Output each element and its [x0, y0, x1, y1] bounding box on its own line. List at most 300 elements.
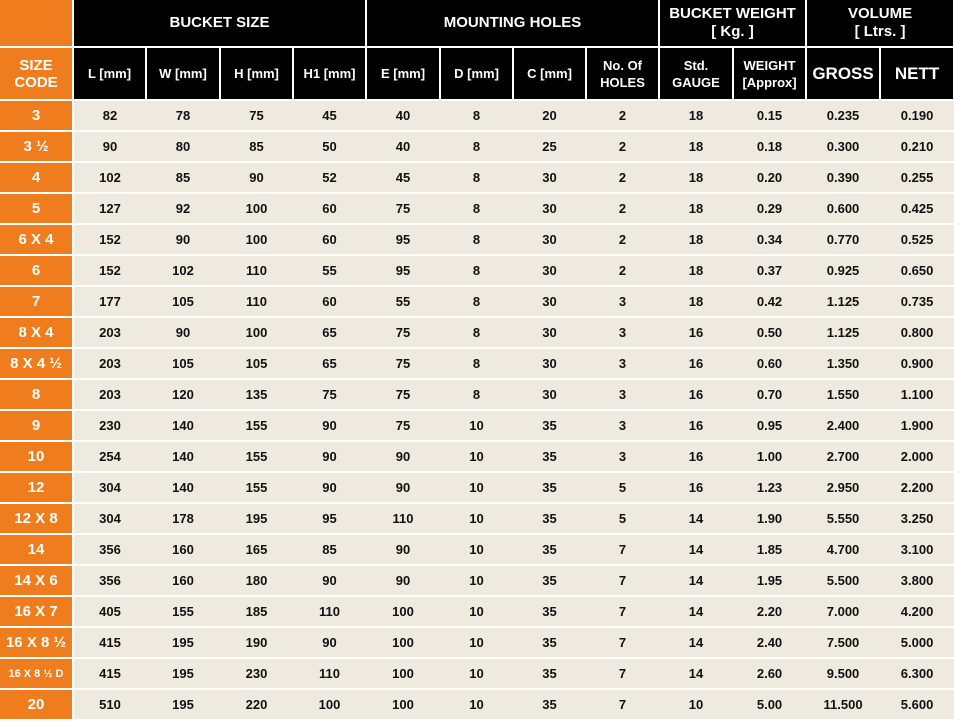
cell-holes: 3: [586, 317, 659, 348]
col-header-gauge: [659, 47, 733, 100]
cell-nett: 2.200: [880, 472, 954, 503]
cell-size-code: 14 X 6: [0, 565, 73, 596]
cell-c: 35: [513, 627, 586, 658]
col-header-e: E [mm]: [366, 47, 440, 100]
cell-d: 8: [440, 162, 513, 193]
cell-h1: 95: [293, 503, 366, 534]
cell-size-code: 8 X 4 ½: [0, 348, 73, 379]
cell-nett: 0.210: [880, 131, 954, 162]
cell-gross: 2.400: [806, 410, 880, 441]
cell-size-code: 5: [0, 193, 73, 224]
table-row: [0, 472, 954, 503]
cell-h1: 110: [293, 658, 366, 689]
cell-d: 10: [440, 658, 513, 689]
cell-holes: 2: [586, 131, 659, 162]
cell-size-code: 9: [0, 410, 73, 441]
cell-h: 90: [220, 162, 293, 193]
cell-nett: 0.735: [880, 286, 954, 317]
cell-gauge: 14: [659, 596, 733, 627]
cell-gauge: 18: [659, 224, 733, 255]
cell-h: 110: [220, 286, 293, 317]
cell-gauge: 16: [659, 317, 733, 348]
cell-c: 30: [513, 162, 586, 193]
cell-holes: 2: [586, 255, 659, 286]
cell-e: 45: [366, 162, 440, 193]
cell-nett: 1.900: [880, 410, 954, 441]
cell-e: 40: [366, 100, 440, 131]
col-header-h: H [mm]: [220, 47, 293, 100]
cell-h: 75: [220, 100, 293, 131]
cell-w: 102: [146, 255, 220, 286]
cell-gross: 0.235: [806, 100, 880, 131]
cell-weight: 0.60: [733, 348, 806, 379]
cell-h: 155: [220, 441, 293, 472]
cell-weight: 1.23: [733, 472, 806, 503]
cell-w: 80: [146, 131, 220, 162]
cell-e: 90: [366, 441, 440, 472]
size-code-header: [0, 47, 73, 100]
cell-c: 30: [513, 379, 586, 410]
table-row: [0, 255, 954, 286]
cell-l: 304: [73, 472, 146, 503]
cell-gross: 1.350: [806, 348, 880, 379]
cell-h: 230: [220, 658, 293, 689]
cell-l: 230: [73, 410, 146, 441]
cell-nett: 0.190: [880, 100, 954, 131]
cell-h1: 75: [293, 379, 366, 410]
cell-gross: 0.390: [806, 162, 880, 193]
cell-gauge: 16: [659, 472, 733, 503]
cell-w: 120: [146, 379, 220, 410]
holes-line2: HOLES: [600, 74, 645, 90]
gauge-line1: Std.: [683, 57, 709, 73]
cell-weight: 0.18: [733, 131, 806, 162]
cell-holes: 3: [586, 410, 659, 441]
table-row: [0, 565, 954, 596]
cell-d: 10: [440, 627, 513, 658]
cell-l: 90: [73, 131, 146, 162]
cell-size-code: 7: [0, 286, 73, 317]
cell-c: 35: [513, 472, 586, 503]
cell-e: 90: [366, 565, 440, 596]
gauge-line2: GAUGE: [672, 74, 720, 90]
cell-gross: 11.500: [806, 689, 880, 720]
cell-w: 78: [146, 100, 220, 131]
col-header-h1: H1 [mm]: [293, 47, 366, 100]
cell-h1: 60: [293, 193, 366, 224]
cell-h1: 65: [293, 317, 366, 348]
cell-holes: 2: [586, 193, 659, 224]
cell-c: 30: [513, 348, 586, 379]
table-row: [0, 689, 954, 720]
cell-h1: 90: [293, 410, 366, 441]
cell-e: 55: [366, 286, 440, 317]
cell-c: 20: [513, 100, 586, 131]
cell-weight: 0.34: [733, 224, 806, 255]
cell-nett: 4.200: [880, 596, 954, 627]
cell-weight: 1.95: [733, 565, 806, 596]
cell-l: 356: [73, 565, 146, 596]
cell-gauge: 18: [659, 255, 733, 286]
bucket-weight-header: [659, 0, 806, 47]
cell-gauge: 18: [659, 286, 733, 317]
cell-weight: 0.50: [733, 317, 806, 348]
cell-size-code: 3: [0, 100, 73, 131]
cell-holes: 5: [586, 472, 659, 503]
col-header-w: W [mm]: [146, 47, 220, 100]
cell-w: 140: [146, 410, 220, 441]
cell-gauge: 16: [659, 348, 733, 379]
cell-h: 85: [220, 131, 293, 162]
cell-h1: 90: [293, 627, 366, 658]
cell-h1: 55: [293, 255, 366, 286]
cell-gross: 0.300: [806, 131, 880, 162]
cell-weight: 5.00: [733, 689, 806, 720]
cell-h1: 60: [293, 224, 366, 255]
cell-d: 10: [440, 689, 513, 720]
cell-holes: 3: [586, 286, 659, 317]
cell-e: 110: [366, 503, 440, 534]
cell-l: 152: [73, 224, 146, 255]
holes-line1: No. Of: [603, 57, 643, 73]
cell-e: 100: [366, 596, 440, 627]
cell-size-code: 16 X 8 ½: [0, 627, 73, 658]
cell-gauge: 18: [659, 131, 733, 162]
cell-w: 155: [146, 596, 220, 627]
cell-w: 178: [146, 503, 220, 534]
cell-gross: 0.770: [806, 224, 880, 255]
cell-gauge: 16: [659, 441, 733, 472]
table-row: [0, 503, 954, 534]
cell-nett: 0.800: [880, 317, 954, 348]
cell-size-code: 20: [0, 689, 73, 720]
cell-d: 10: [440, 596, 513, 627]
table-row: [0, 441, 954, 472]
cell-w: 160: [146, 565, 220, 596]
cell-size-code: 16 X 8 ½ D: [0, 658, 73, 689]
cell-weight: 2.20: [733, 596, 806, 627]
cell-d: 8: [440, 317, 513, 348]
cell-h1: 90: [293, 441, 366, 472]
cell-h: 220: [220, 689, 293, 720]
cell-c: 35: [513, 689, 586, 720]
cell-l: 415: [73, 627, 146, 658]
cell-c: 35: [513, 503, 586, 534]
cell-w: 92: [146, 193, 220, 224]
cell-gauge: 10: [659, 689, 733, 720]
cell-e: 95: [366, 224, 440, 255]
cell-nett: 0.425: [880, 193, 954, 224]
cell-gauge: 18: [659, 162, 733, 193]
table-row: [0, 286, 954, 317]
bucket-weight-unit: [ Kg. ]: [711, 23, 754, 40]
cell-l: 203: [73, 379, 146, 410]
cell-l: 102: [73, 162, 146, 193]
cell-d: 8: [440, 100, 513, 131]
cell-gauge: 14: [659, 627, 733, 658]
mounting-holes-header: [366, 0, 659, 47]
header-column-row: [0, 47, 954, 100]
cell-size-code: 6: [0, 255, 73, 286]
weight-line2: [Approx]: [742, 74, 797, 90]
cell-nett: 1.100: [880, 379, 954, 410]
cell-weight: 1.85: [733, 534, 806, 565]
col-header-holes: [586, 47, 659, 100]
cell-c: 25: [513, 131, 586, 162]
cell-h1: 110: [293, 596, 366, 627]
cell-h1: 90: [293, 472, 366, 503]
cell-l: 203: [73, 348, 146, 379]
cell-h1: 52: [293, 162, 366, 193]
cell-h1: 50: [293, 131, 366, 162]
cell-nett: 5.600: [880, 689, 954, 720]
cell-holes: 3: [586, 379, 659, 410]
cell-e: 75: [366, 379, 440, 410]
cell-holes: 7: [586, 627, 659, 658]
table-row: [0, 224, 954, 255]
cell-l: 304: [73, 503, 146, 534]
cell-l: 510: [73, 689, 146, 720]
cell-weight: 0.70: [733, 379, 806, 410]
cell-h1: 60: [293, 286, 366, 317]
cell-nett: 0.255: [880, 162, 954, 193]
cell-w: 195: [146, 627, 220, 658]
cell-e: 75: [366, 193, 440, 224]
col-header-nett: NETT: [880, 47, 954, 100]
cell-w: 140: [146, 472, 220, 503]
cell-weight: 0.20: [733, 162, 806, 193]
cell-h: 110: [220, 255, 293, 286]
cell-h1: 45: [293, 100, 366, 131]
cell-holes: 2: [586, 162, 659, 193]
cell-gross: 1.125: [806, 286, 880, 317]
cell-e: 40: [366, 131, 440, 162]
cell-c: 35: [513, 658, 586, 689]
size-code-line2: CODE: [14, 73, 58, 91]
cell-h: 105: [220, 348, 293, 379]
table-row: [0, 596, 954, 627]
cell-d: 10: [440, 503, 513, 534]
volume-label: VOLUME: [847, 5, 913, 22]
cell-nett: 0.900: [880, 348, 954, 379]
bucket-weight-label: BUCKET WEIGHT: [669, 5, 796, 22]
col-header-gross: GROSS: [806, 47, 880, 100]
cell-c: 35: [513, 534, 586, 565]
cell-d: 8: [440, 379, 513, 410]
cell-nett: 3.100: [880, 534, 954, 565]
cell-h: 100: [220, 224, 293, 255]
cell-c: 35: [513, 441, 586, 472]
cell-weight: 0.29: [733, 193, 806, 224]
cell-d: 10: [440, 410, 513, 441]
table-body: [0, 100, 954, 720]
cell-weight: 0.37: [733, 255, 806, 286]
cell-h: 180: [220, 565, 293, 596]
cell-c: 30: [513, 224, 586, 255]
cell-gauge: 16: [659, 379, 733, 410]
cell-d: 8: [440, 131, 513, 162]
table-row: [0, 658, 954, 689]
cell-h: 155: [220, 410, 293, 441]
cell-gauge: 18: [659, 100, 733, 131]
cell-e: 95: [366, 255, 440, 286]
cell-l: 415: [73, 658, 146, 689]
cell-weight: 2.40: [733, 627, 806, 658]
cell-h1: 65: [293, 348, 366, 379]
cell-d: 8: [440, 348, 513, 379]
cell-c: 30: [513, 317, 586, 348]
cell-e: 100: [366, 689, 440, 720]
cell-holes: 7: [586, 596, 659, 627]
cell-gross: 7.000: [806, 596, 880, 627]
volume-header: [806, 0, 954, 47]
cell-gauge: 16: [659, 410, 733, 441]
cell-e: 100: [366, 658, 440, 689]
cell-d: 8: [440, 224, 513, 255]
cell-gross: 1.125: [806, 317, 880, 348]
cell-size-code: 4: [0, 162, 73, 193]
cell-d: 8: [440, 255, 513, 286]
cell-gauge: 14: [659, 658, 733, 689]
cell-l: 82: [73, 100, 146, 131]
cell-c: 30: [513, 286, 586, 317]
cell-weight: 1.90: [733, 503, 806, 534]
cell-holes: 7: [586, 658, 659, 689]
cell-gauge: 18: [659, 193, 733, 224]
col-header-weight: [733, 47, 806, 100]
cell-d: 10: [440, 441, 513, 472]
cell-gross: 0.600: [806, 193, 880, 224]
cell-h1: 100: [293, 689, 366, 720]
cell-gross: 5.550: [806, 503, 880, 534]
table-row: [0, 627, 954, 658]
cell-size-code: 12 X 8: [0, 503, 73, 534]
cell-l: 177: [73, 286, 146, 317]
cell-h: 165: [220, 534, 293, 565]
cell-gauge: 14: [659, 565, 733, 596]
cell-c: 35: [513, 565, 586, 596]
cell-weight: 2.60: [733, 658, 806, 689]
cell-size-code: 8 X 4: [0, 317, 73, 348]
cell-h: 100: [220, 193, 293, 224]
cell-h: 185: [220, 596, 293, 627]
table-row: [0, 162, 954, 193]
cell-holes: 2: [586, 224, 659, 255]
cell-nett: 6.300: [880, 658, 954, 689]
cell-weight: 0.95: [733, 410, 806, 441]
cell-c: 30: [513, 193, 586, 224]
cell-w: 195: [146, 689, 220, 720]
cell-holes: 5: [586, 503, 659, 534]
cell-gross: 9.500: [806, 658, 880, 689]
cell-w: 105: [146, 348, 220, 379]
cell-gross: 5.500: [806, 565, 880, 596]
cell-gross: 4.700: [806, 534, 880, 565]
cell-gross: 2.700: [806, 441, 880, 472]
cell-l: 127: [73, 193, 146, 224]
cell-h1: 85: [293, 534, 366, 565]
cell-c: 35: [513, 410, 586, 441]
cell-d: 8: [440, 286, 513, 317]
size-code-line1: SIZE: [19, 56, 53, 74]
cell-nett: 5.000: [880, 627, 954, 658]
cell-l: 254: [73, 441, 146, 472]
cell-w: 90: [146, 317, 220, 348]
cell-weight: 1.00: [733, 441, 806, 472]
table-row: [0, 534, 954, 565]
header-group-row: [0, 0, 954, 47]
table-row: [0, 379, 954, 410]
cell-gross: 7.500: [806, 627, 880, 658]
cell-size-code: 6 X 4: [0, 224, 73, 255]
cell-e: 100: [366, 627, 440, 658]
cell-nett: 3.800: [880, 565, 954, 596]
cell-holes: 3: [586, 348, 659, 379]
cell-holes: 7: [586, 565, 659, 596]
table-row: [0, 193, 954, 224]
table-row: [0, 317, 954, 348]
cell-h: 195: [220, 503, 293, 534]
cell-size-code: 8: [0, 379, 73, 410]
cell-nett: 3.250: [880, 503, 954, 534]
table-row: [0, 100, 954, 131]
cell-w: 105: [146, 286, 220, 317]
weight-line1: WEIGHT: [743, 57, 796, 73]
cell-w: 160: [146, 534, 220, 565]
volume-unit: [ Ltrs. ]: [854, 23, 906, 40]
cell-l: 203: [73, 317, 146, 348]
table-row: [0, 131, 954, 162]
cell-gross: 1.550: [806, 379, 880, 410]
cell-h: 100: [220, 317, 293, 348]
cell-l: 152: [73, 255, 146, 286]
cell-w: 85: [146, 162, 220, 193]
cell-w: 90: [146, 224, 220, 255]
cell-d: 10: [440, 534, 513, 565]
cell-holes: 7: [586, 689, 659, 720]
cell-d: 10: [440, 565, 513, 596]
cell-e: 90: [366, 534, 440, 565]
cell-h: 135: [220, 379, 293, 410]
cell-holes: 2: [586, 100, 659, 131]
cell-size-code: 10: [0, 441, 73, 472]
cell-w: 195: [146, 658, 220, 689]
cell-size-code: 12: [0, 472, 73, 503]
cell-d: 8: [440, 193, 513, 224]
col-header-l: L [mm]: [73, 47, 146, 100]
cell-h: 155: [220, 472, 293, 503]
cell-holes: 3: [586, 441, 659, 472]
cell-nett: 2.000: [880, 441, 954, 472]
table-row: [0, 348, 954, 379]
cell-e: 75: [366, 317, 440, 348]
cell-d: 10: [440, 472, 513, 503]
cell-e: 75: [366, 348, 440, 379]
mounting-holes-label: MOUNTING HOLES: [443, 14, 582, 31]
cell-nett: 0.525: [880, 224, 954, 255]
cell-weight: 0.15: [733, 100, 806, 131]
cell-weight: 0.42: [733, 286, 806, 317]
cell-size-code: 3 ½: [0, 131, 73, 162]
cell-c: 35: [513, 596, 586, 627]
cell-c: 30: [513, 255, 586, 286]
cell-gross: 2.950: [806, 472, 880, 503]
cell-gross: 0.925: [806, 255, 880, 286]
cell-e: 75: [366, 410, 440, 441]
cell-l: 356: [73, 534, 146, 565]
cell-e: 90: [366, 472, 440, 503]
cell-gauge: 14: [659, 534, 733, 565]
